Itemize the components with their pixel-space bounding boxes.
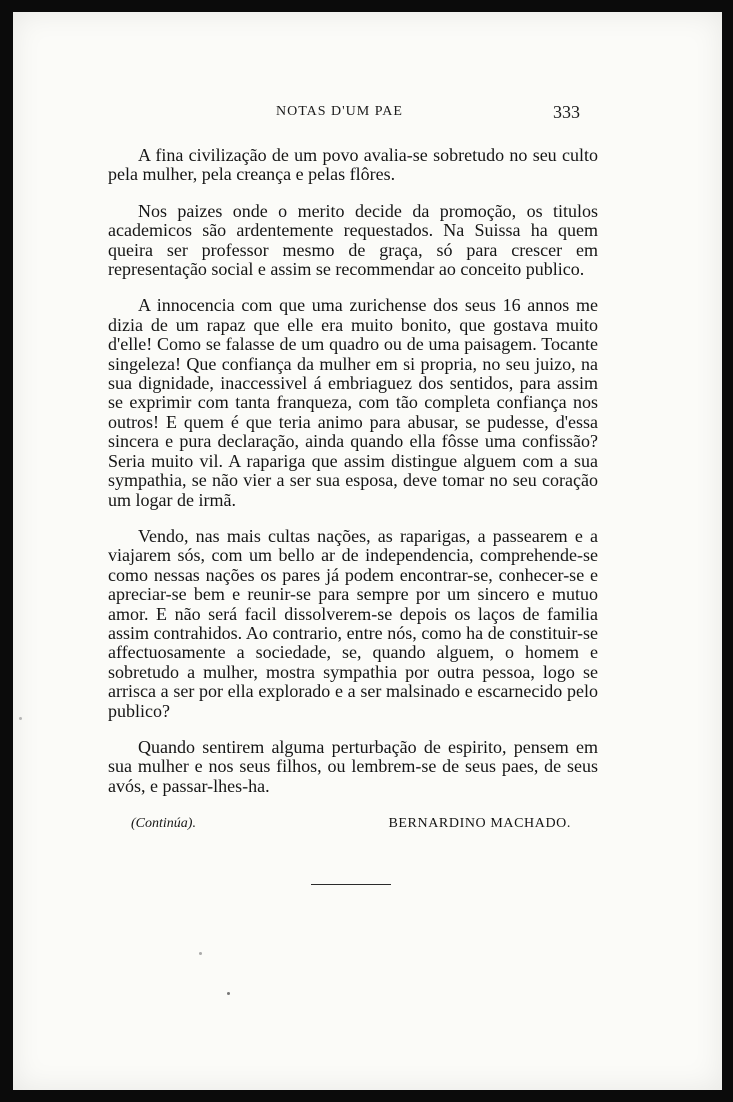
end-rule: [311, 884, 391, 885]
paragraph-5: Quando sentirem alguma perturbação de espirito, pensem em sua mulher e nos seus filhos, ou lembrem-se de seus paes, de seus avós, e passar-lhes-ha.: [108, 736, 598, 796]
paragraph-1: A fina civilização de um povo avalia-se sobretudo no seu culto pela mulher, pela creança e pelas flôres.: [108, 145, 598, 185]
paper-speck: [199, 952, 202, 955]
book-page: [13, 12, 722, 1090]
paragraph-2: Nos paizes onde o merito decide da promoção, os titulos academicos são ardentemente requestados. Na Suissa ha quem queira ser professor mesmo de graça, só para crescer em representação social e assim se recommendar ao conceito publico.: [108, 200, 598, 280]
paper-speck: [227, 992, 230, 995]
author-signature: BERNARDINO MACHADO.: [388, 816, 571, 831]
signature-row: [131, 816, 571, 840]
paragraph-4: Vendo, nas mais cultas nações, as raparigas, a passearem e a viajarem sós, com um bello ar de independencia, comprehende-se como nessas nações os pares já podem encontrar-se, conhecer-se e apreciar-se bem e reunir-se para sempre por um sincero e mutuo amor. E não será facil dissolverem-se depois os laços de familia assim contrahidos. Ao contrario, entre nós, como ha de constituir-se affectuosamente a sociedade, se, quando alguem, o homem e sobretudo a mulher, mostra sympathia por outra pessoa, logo se arrisca a ser por ella explorado e a ser malsinado e escarnecido pelo publico?: [108, 525, 598, 721]
continua-note: (Continúa).: [131, 816, 196, 831]
paragraph-3: A innocencia com que uma zurichense dos seus 16 annos me dizia de um rapaz que elle era muito bonito, que gostava muito d'elle! Como se falasse de um quadro ou de uma paisagem. Tocante singeleza! Que confiança da mulher em si propria, no seu juizo, na sua dignidade, inaccessivel á embriaguez dos sentidos, para assim se exprimir com tanta franqueza, com tão completa confiança nos outros! E quem é que teria animo para abusar, se pudesse, d'essa sincera e pura declaração, ainda quando ella fôsse uma confissão? Seria muito vil. A rapariga que assim distingue alguem com a sua sympathia, se não vier a ser sua esposa, deve tomar no seu coração um logar de irmã.: [108, 295, 598, 510]
running-head: [13, 92, 722, 122]
page-number: 333: [553, 102, 580, 122]
article-body: [108, 146, 598, 813]
paper-speck: [19, 717, 22, 720]
running-title: NOTAS D'UM PAE: [276, 104, 403, 119]
